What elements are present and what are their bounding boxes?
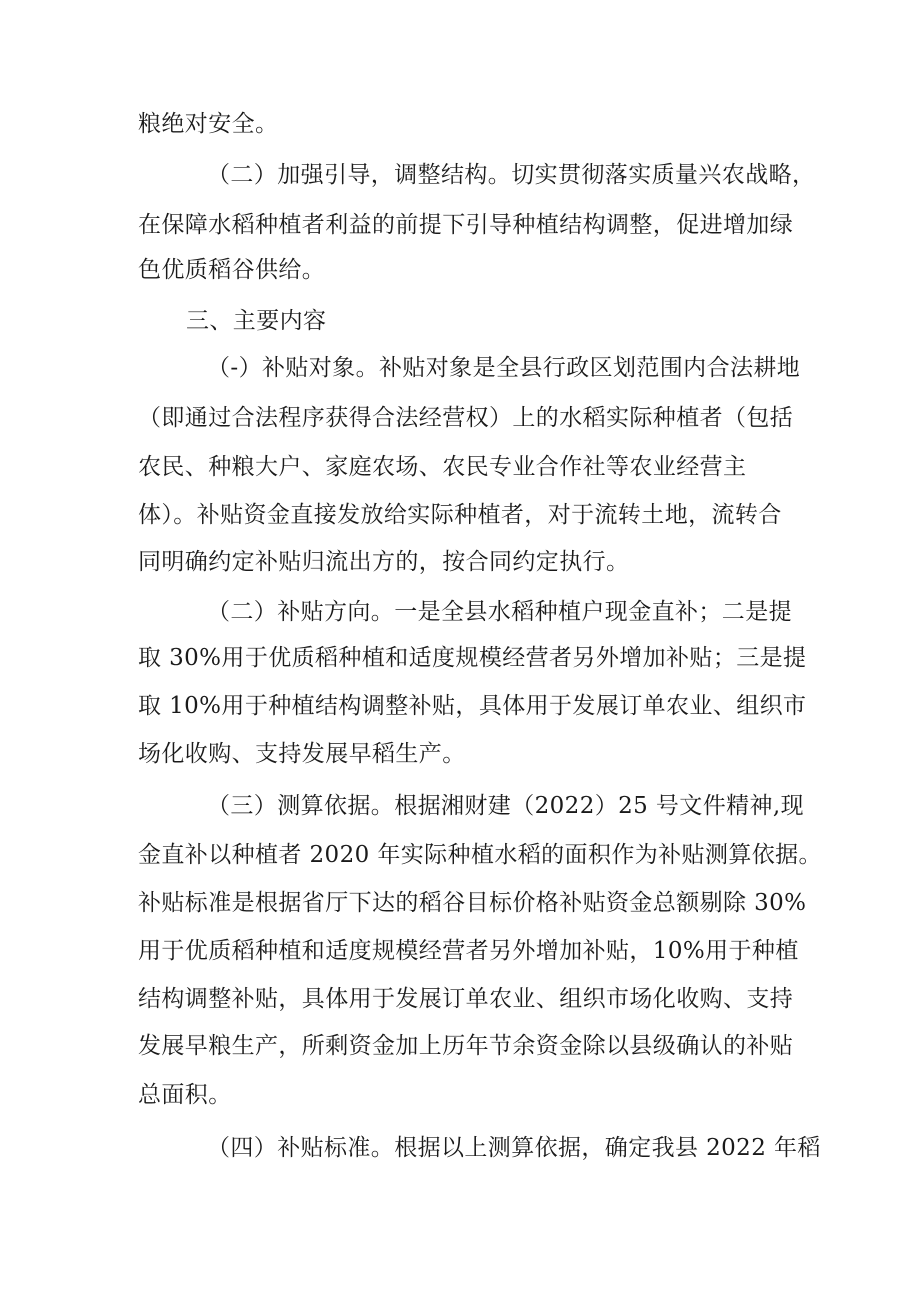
- text-line-7: （即通过合法程序获得合法经营权）上的水稻实际种植者（包括: [138, 405, 794, 431]
- text-line-11: （二）补贴方向。一是全县水稻种植户现金直补；二是提: [207, 599, 792, 625]
- text-line-18: 用于优质稻种植和适度规模经营者另外增加补贴，10%用于种植: [138, 938, 799, 964]
- text-line-10: 同明确约定补贴归流出方的，按合同约定执行。: [138, 549, 630, 575]
- text-line-2: （二）加强引导，调整结构。切实贯彻落实质量兴农战略，: [207, 162, 816, 188]
- text-line-6: （-）补贴对象。补贴对象是全县行政区划范围内合法耕地: [207, 355, 801, 381]
- text-line-20: 发展早粮生产，所剩资金加上历年节余资金除以县级确认的补贴: [138, 1033, 794, 1059]
- text-line-4: 色优质稻谷供给。: [138, 257, 326, 283]
- text-line-13: 取 10%用于种植结构调整补贴，具体用于发展订单农业、组织市: [138, 693, 807, 719]
- text-line-14: 场化收购、支持发展早稻生产。: [138, 741, 466, 767]
- text-line-16: 金直补以种植者 2020 年实际种植水稻的面积作为补贴测算依据。: [138, 842, 822, 868]
- text-line-8: 农民、种粮大户、家庭农场、农民专业合作社等农业经营主: [138, 454, 747, 480]
- section-heading: 三、主要内容: [186, 308, 327, 334]
- text-line-15: （三）测算依据。根据湘财建（2022）25 号文件精神,现: [207, 793, 805, 819]
- text-line-3: 在保障水稻种植者利益的前提下引导种植结构调整，促进增加绿: [138, 212, 794, 238]
- text-line-17: 补贴标准是根据省厅下达的稻谷目标价格补贴资金总额剔除 30%: [138, 890, 807, 916]
- text-line-19: 结构调整补贴，具体用于发展订单农业、组织市场化收购、支持: [138, 986, 794, 1012]
- text-line-1: 粮绝对安全。: [138, 111, 279, 137]
- text-line-9: 体）。补贴资金直接发放给实际种植者，对于流转土地，流转合: [138, 502, 782, 528]
- text-line-12: 取 30%用于优质稻种植和适度规模经营者另外增加补贴；三是提: [138, 645, 807, 671]
- text-line-22: （四）补贴标准。根据以上测算依据，确定我县 2022 年稻: [207, 1135, 821, 1161]
- text-line-21: 总面积。: [138, 1082, 232, 1108]
